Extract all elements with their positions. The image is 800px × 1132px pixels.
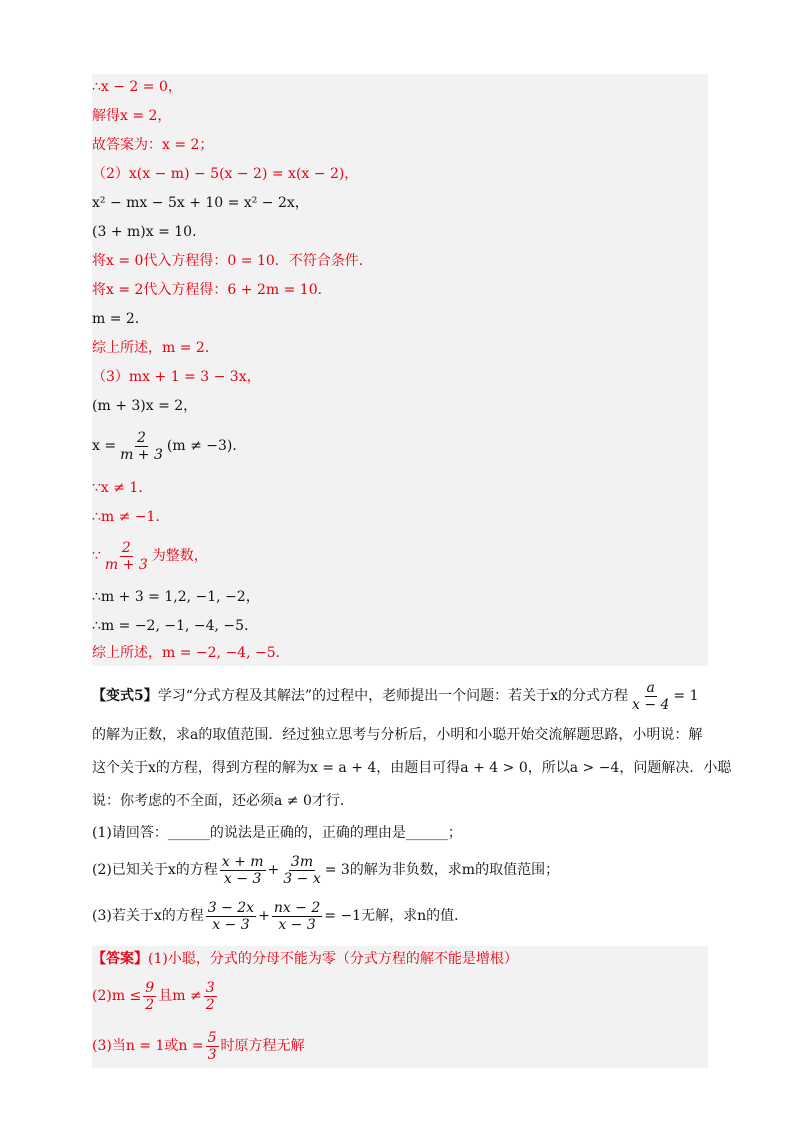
question-text: (2)已知关于x的方程 [92, 862, 218, 878]
numerator: nx − 2 [273, 899, 321, 916]
answer-text: (2)m ≤ [92, 988, 142, 1004]
denominator: x − 3 [212, 916, 250, 933]
question-2 [92, 850, 559, 890]
denominator: 3 − x [283, 870, 321, 887]
solution-line: 综上所述，m = −2, −4, −5． [92, 645, 290, 661]
fraction [220, 854, 266, 887]
solution-line-fraction [92, 428, 246, 464]
answer-tag: 【答案】 [92, 951, 148, 967]
answer-text: 时原方程无解 [220, 1038, 305, 1054]
solution-line: 解得x = 2， [92, 108, 172, 124]
plus-sign: + [258, 908, 270, 924]
solution-line: 故答案为：x = 2； [92, 137, 214, 153]
denominator: 3 [207, 1046, 217, 1063]
solution-line: x² − mx − 5x + 10 = x² − 2x， [92, 195, 309, 211]
question-1: (1)请回答：______的说法是正确的，正确的理由是______； [92, 825, 462, 841]
numerator: 2 [137, 429, 146, 446]
numerator: x + m [221, 853, 264, 870]
fraction [103, 540, 150, 573]
numerator: 3m [290, 853, 314, 870]
numerator: a [646, 679, 655, 696]
problem-line: 说：你考虑的不全面，还必须a ≠ 0才行． [92, 793, 354, 809]
fraction [118, 430, 165, 463]
question-text: = −1无解，求n的值． [324, 908, 469, 924]
solution-line: ∴m + 3 = 1,2, −1, −2， [92, 589, 260, 605]
fraction [204, 980, 217, 1013]
answer-text: 且m ≠ [158, 988, 202, 1004]
denominator: m + 3 [104, 556, 148, 573]
solution-line: ∴m ≠ −1． [92, 509, 170, 525]
problem-intro [92, 676, 699, 716]
answer-text: (1)小聪，分式的分母不能为零（分式方程的解不能是增根） [148, 951, 518, 967]
solution-line: (3 + m)x = 10． [92, 224, 207, 240]
solution-line: 将x = 2代入方程得：6 + 2m = 10． [92, 282, 332, 298]
problem-text: = 1 [673, 688, 699, 704]
problem-text: 学习“分式方程及其解法”的过程中，老师提出一个问题：若关于x的分式方程 [157, 688, 628, 704]
fraction [272, 900, 322, 933]
solution-text: (m ≠ −3)． [166, 438, 247, 454]
solution-line: ∴x − 2 = 0， [92, 79, 182, 95]
numerator: 3 [205, 979, 215, 996]
denominator: x − 3 [278, 916, 316, 933]
answer-1 [92, 946, 518, 972]
solution-line: 将x = 0代入方程得：0 = 10．不符合条件． [92, 253, 373, 269]
problem-tag: 【变式5】 [92, 688, 158, 704]
fraction [206, 900, 256, 933]
solution-line: m = 2． [92, 311, 149, 327]
solution-text: 为整数， [151, 548, 208, 564]
problem-line: 的解为正数，求a的取值范围．经过独立思考与分析后，小明和小聪开始交流解题思路，小明说：解 [92, 727, 703, 743]
denominator: 2 [205, 996, 215, 1013]
solution-line-fraction [92, 538, 208, 574]
denominator: m + 3 [120, 446, 163, 463]
fraction [281, 854, 322, 887]
fraction [206, 1030, 219, 1063]
question-text: = 3的解为非负数，求m的取值范围； [324, 862, 560, 878]
question-3 [92, 896, 468, 936]
numerator: 9 [145, 979, 155, 996]
numerator: 5 [207, 1029, 217, 1046]
solution-line: ∵x ≠ 1． [92, 480, 153, 496]
answer-3 [92, 1026, 305, 1066]
denominator: 2 [145, 996, 155, 1013]
problem-line: 这个关于x的方程，得到方程的解为x = a + 4，由题目可得a + 4 > 0，所以a > −4，问题解决．小聪 [92, 760, 732, 776]
solution-text: ∵ [92, 548, 101, 564]
numerator: 3 − 2x [207, 899, 255, 916]
denominator: x − 4 [631, 696, 670, 713]
fraction [143, 980, 156, 1013]
answer-2 [92, 976, 219, 1016]
question-text: (3)若关于x的方程 [92, 908, 204, 924]
answer-text: (3)当n = 1或n = [92, 1038, 204, 1054]
plus-sign: + [267, 862, 280, 878]
numerator: 2 [121, 539, 131, 556]
denominator: x − 3 [223, 870, 262, 887]
solution-line: ∴m = −2, −1, −4, −5． [92, 618, 259, 634]
solution-line: （3）mx + 1 = 3 − 3x， [92, 369, 261, 385]
solution-line: 综上所述，m = 2． [92, 340, 219, 356]
fraction [630, 680, 671, 713]
solution-line: （2）x(x − m) − 5(x − 2) = x(x − 2)， [92, 166, 359, 182]
solution-line: (m + 3)x = 2， [92, 398, 198, 414]
solution-text: x = [92, 438, 117, 454]
